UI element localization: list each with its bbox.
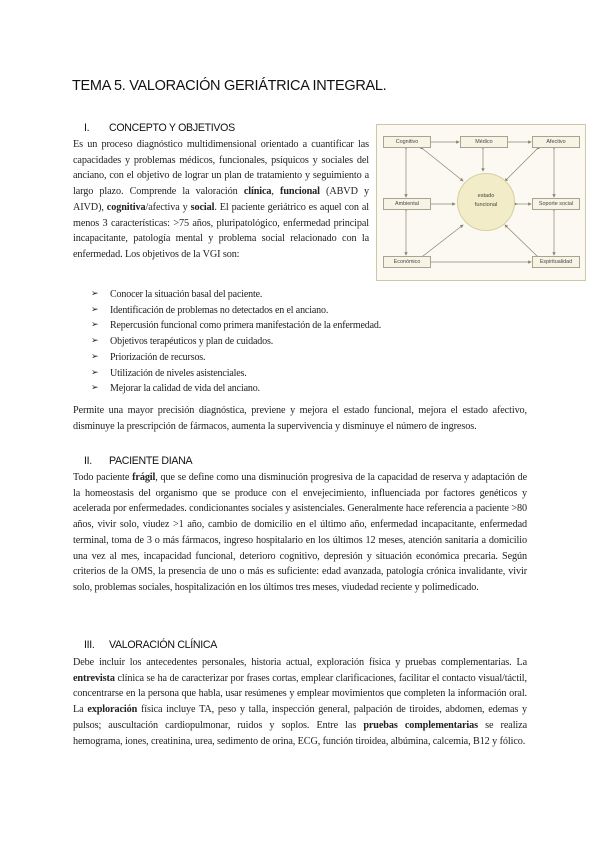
section-heading-paciente-diana	[84, 455, 192, 467]
concepto-paragraph: Es un proceso diagnóstico multidimensional orientado a cuantificar las capacidades y problemas médicos, funcionales, psíquicos y sociales del anciano, con el objetivo de lograr un plan de tratamiento y seguimiento a largo plazo. Comprende la valoración clínica, funcional (ABVD y AIVD), cognitiva/afectiva y social. El paciente geriátrico es aquel con al menos 3 características: >75 años, pluripatológico, enfermedad principal incapacitante, patología mental y problema social relacionado con la enfermedad. Los objetivos de la VGI son:	[73, 139, 369, 260]
section-number: III.	[84, 639, 95, 651]
list-item: ➢ Utilización de niveles asistenciales.	[91, 366, 381, 382]
list-item: ➢ Conocer la situación basal del paciente.	[91, 287, 381, 303]
valoracion-clinica-paragraph: Debe incluir los antecedentes personales, historia actual, exploración física y pruebas complementarias. La entrevista clínica se ha de caracterizar por frases cortas, emplear clarificaciones, facilitar el contacto visual/táctil, concentrarse en la persona que habla, usar resúmenes y emplear movimientos que completen la información oral. La exploración física incluye TA, peso y talla, inspección general, palpación de tiroides, abdomen, edemas y pulsos; auscultación cardiopulmonar, ruidos y soplos. Entre las pruebas complementarias se realiza hemograma, iones, creatinina, urea, sedimento de orina, ECG, función tiroidea, albúmina, calcemia, B12 y fólico.	[73, 657, 527, 747]
paciente-diana-paragraph: Todo paciente frágil, que se define como una disminución progresiva de la capacidad de reserva y adaptación de la homeostasis del organismo que se produce con el envejecimiento, influenciada por factores genéticos y acelerada por enfermedades. condicionantes sociales y asistenciales. Generalmente hace referencia a paciente >80 años, vivir solo, viudez >1 año, cambio de domicilio en el último año, enfermedad incapacitante, enfermedad terminal, toma de 3 o más fármacos, ingreso hospitalario en los últimos 12 meses, atención sanitaria a domicilio una vez al mes, incapacidad funcional, deterioro cognitivo, depresión y situación económica precaria. Según criterios de la OMS, la presencia de uno o más es suficiente: edad avanzada, patología crónica invalidante, vivir solo, problemas sociales, hospitalización en los últimos tres meses, viudedad reciente y polimedicado.	[73, 472, 528, 593]
list-item: ➢ Identificación de problemas no detectados en el anciano.	[91, 303, 381, 319]
arrow-bullet-icon: ➢	[91, 304, 99, 315]
node-medico: Médico	[460, 136, 508, 148]
section-number: II.	[84, 455, 92, 467]
objectives-list	[91, 287, 381, 397]
node-economico: Económico	[383, 256, 431, 268]
node-espiritualidad: Espiritualidad	[532, 256, 580, 268]
section-title: PACIENTE DIANA	[109, 455, 193, 467]
node-cognitivo: Cognitivo	[383, 136, 431, 148]
arrow-bullet-icon: ➢	[91, 367, 99, 378]
arrow-bullet-icon: ➢	[91, 289, 99, 299]
section-title: CONCEPTO Y OBJETIVOS	[109, 122, 235, 134]
vgi-diagram	[376, 124, 586, 281]
page-title: TEMA 5. VALORACIÓN GERIÁTRICA INTEGRAL.	[72, 78, 387, 94]
list-item: ➢ Repercusión funcional como primera manifestación de la enfermedad.	[91, 318, 381, 334]
section-title: VALORACIÓN CLÍNICA	[109, 639, 218, 651]
concepto-outro-paragraph: Permite una mayor precisión diagnóstica, previene y mejora el estado funcional, mejora el estado afectivo, disminuye la prescripción de fármacos, aumenta la supervivencia y disminuye el número de ingresos.	[73, 405, 527, 432]
section-heading-concepto	[84, 122, 235, 134]
list-item: ➢ Objetivos terapéuticos y plan de cuidados.	[91, 334, 381, 350]
arrow-bullet-icon: ➢	[91, 320, 99, 331]
list-item: ➢ Priorización de recursos.	[91, 350, 381, 366]
node-ambiental: Ambiental	[383, 198, 431, 210]
arrow-bullet-icon: ➢	[91, 336, 99, 347]
list-item: ➢ Mejorar la calidad de vida del anciano.	[91, 381, 381, 397]
arrow-bullet-icon: ➢	[91, 383, 99, 394]
arrow-bullet-icon: ➢	[91, 351, 99, 362]
node-estado-funcional: estado funcional	[457, 173, 515, 231]
section-heading-valoracion-clinica	[84, 639, 217, 651]
node-soporte-social: Soporte social	[532, 198, 580, 210]
node-afectivo: Afectivo	[532, 136, 580, 148]
section-number: I.	[84, 122, 90, 134]
